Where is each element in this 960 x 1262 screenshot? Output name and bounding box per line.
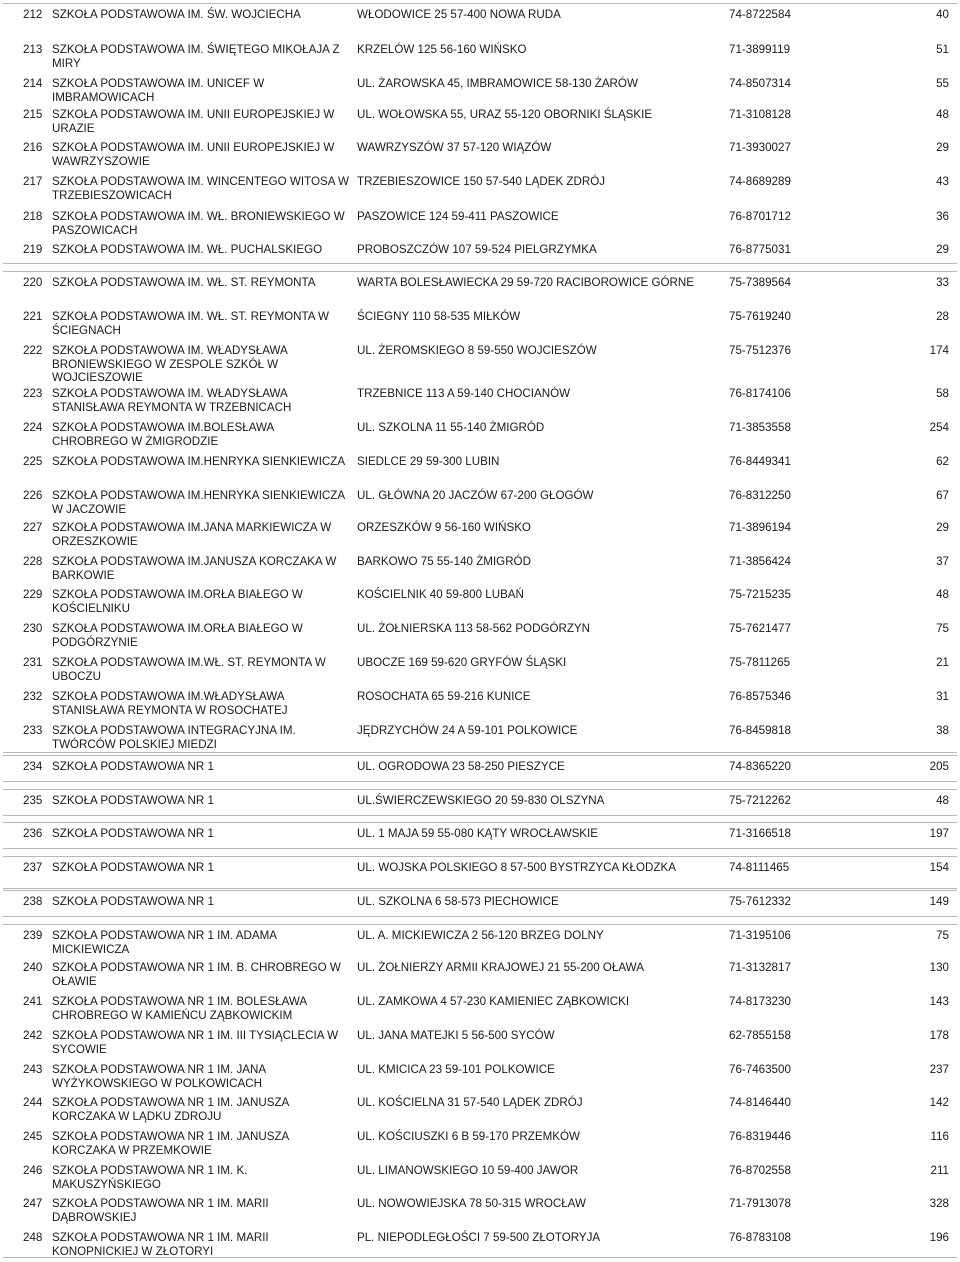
- row-number: 234: [23, 760, 43, 773]
- school-address: WŁODOWICE 25 57-400 NOWA RUDA: [357, 8, 561, 21]
- school-name: SZKOŁA PODSTAWOWA NR 1 IM. K. MAKUSZYŃSKIEGO: [52, 1164, 248, 1191]
- table-row: [3, 3, 957, 31]
- phone-number: 74-8173230: [729, 995, 791, 1008]
- row-number: 238: [23, 895, 43, 908]
- table-row: [3, 618, 957, 652]
- school-name: SZKOŁA PODSTAWOWA IM. WŁADYSŁAWA STANISŁAWA REYMONTA W TRZEBNICACH: [52, 387, 292, 414]
- phone-number: 76-8702558: [729, 1164, 791, 1177]
- phone-number: 76-8312250: [729, 489, 791, 502]
- school-name: SZKOŁA PODSTAWOWA IM.HENRYKA SIENKIEWICZA W JACZOWIE: [52, 489, 345, 516]
- school-name: SZKOŁA PODSTAWOWA NR 1 IM. MARII KONOPNICKIEJ W ZŁOTORYI: [52, 1231, 269, 1258]
- phone-number: 71-3899119: [729, 43, 791, 56]
- school-name: SZKOŁA PODSTAWOWA NR 1 IM. JANUSZA KORCZAKA W LĄDKU ZDROJU: [52, 1096, 289, 1123]
- row-number: 216: [23, 141, 43, 154]
- table-row: [3, 485, 957, 518]
- table-row: [3, 271, 957, 305]
- school-name: SZKOŁA PODSTAWOWA IM. WŁ. ST. REYMONTA W ŚCIEGNACH: [52, 310, 329, 337]
- school-name: SZKOŁA PODSTAWOWA IM. UNICEF W IMBRAMOWICACH: [52, 77, 265, 104]
- school-name: SZKOŁA PODSTAWOWA IM.BOLESŁAWA CHROBREGO W ŻMIGRODZIE: [52, 421, 274, 448]
- table-row: [3, 517, 957, 550]
- school-address: TRZEBNICE 113 A 59-140 CHOCIANÓW: [357, 387, 571, 400]
- row-number: 233: [23, 724, 43, 737]
- phone-number: 74-8689289: [729, 175, 791, 188]
- table-row: [3, 383, 957, 415]
- row-number: 242: [23, 1029, 43, 1042]
- school-name: SZKOŁA PODSTAWOWA NR 1: [52, 760, 214, 773]
- school-name: SZKOŁA PODSTAWOWA IM.HENRYKA SIENKIEWICZA: [52, 455, 346, 468]
- phone-number: 76-8575346: [729, 690, 791, 703]
- school-address: ORZESZKÓW 9 56-160 WIŃSKO: [357, 521, 531, 534]
- school-address: UBOCZE 169 59-620 GRYFÓW ŚLĄSKI: [357, 656, 567, 669]
- phone-number: 74-8722584: [729, 8, 791, 21]
- student-count: 48: [936, 108, 949, 121]
- school-address: WARTA BOLESŁAWIECKA 29 59-720 RACIBOROWICE GÓRNE: [357, 276, 694, 289]
- phone-number: 71-3896194: [729, 521, 791, 534]
- school-address: UL. JANA MATEJKI 5 56-500 SYCÓW: [357, 1029, 555, 1042]
- school-address: UL. ZAMKOWA 4 57-230 KAMIENIEC ZĄBKOWICKI: [357, 995, 630, 1008]
- row-number: 224: [23, 421, 43, 434]
- school-address: UL. ŻAROWSKA 45, IMBRAMOWICE 58-130 ŻARÓW: [357, 77, 638, 90]
- school-name: SZKOŁA PODSTAWOWA IM.WŁ. ST. REYMONTA W UBOCZU: [52, 656, 326, 683]
- row-number: 229: [23, 588, 43, 601]
- row-number: 217: [23, 175, 43, 188]
- row-number: 237: [23, 861, 43, 874]
- row-number: 225: [23, 455, 43, 468]
- phone-number: 74-8111465: [729, 861, 790, 874]
- phone-number: 76-8449341: [729, 455, 791, 468]
- phone-number: 71-3856424: [729, 555, 791, 568]
- phone-number: 71-3195106: [729, 929, 791, 942]
- school-name: SZKOŁA PODSTAWOWA IM. UNII EUROPEJSKIEJ W WAWRZYSZOWIE: [52, 141, 335, 168]
- school-address: UL. SZKOLNA 11 55-140 ŻMIGRÓD: [357, 421, 545, 434]
- student-count: 29: [936, 243, 949, 256]
- school-name: SZKOŁA PODSTAWOWA IM. WINCENTEGO WITOSA W TRZEBIESZOWICACH: [52, 175, 349, 202]
- school-name: SZKOŁA PODSTAWOWA IM. WŁ. BRONIEWSKIEGO W PASZOWICACH: [52, 210, 345, 237]
- row-number: 222: [23, 344, 43, 357]
- table-row: [3, 417, 957, 449]
- student-count: 75: [936, 929, 949, 942]
- school-address: UL. OGRODOWA 23 58-250 PIESZYCE: [357, 760, 565, 773]
- row-number: 241: [23, 995, 43, 1008]
- school-address: UL. WOŁOWSKA 55, URAZ 55-120 OBORNIKI ŚLĄSKIE: [357, 108, 653, 121]
- phone-number: 76-8783108: [729, 1231, 791, 1244]
- school-address: UL. ŻEROMSKIEGO 8 59-550 WOJCIESZÓW: [357, 344, 597, 357]
- student-count: 174: [929, 344, 949, 357]
- table-row: [3, 137, 957, 169]
- table-row: [3, 1193, 957, 1226]
- student-count: 51: [936, 43, 949, 56]
- student-count: 40: [936, 8, 949, 21]
- student-count: 197: [929, 827, 949, 840]
- school-name: SZKOŁA PODSTAWOWA NR 1 IM. JANA WYŻYKOWSKIEGO W POLKOWICACH: [52, 1063, 266, 1090]
- phone-number: 75-7811265: [729, 656, 791, 669]
- phone-number: 75-7389564: [729, 276, 791, 289]
- school-address: UL. KOŚCIELNA 31 57-540 LĄDEK ZDRÓJ: [357, 1096, 583, 1109]
- student-count: 254: [929, 421, 949, 434]
- phone-number: 75-7212262: [729, 794, 791, 807]
- school-address: UL. LIMANOWSKIEGO 10 59-400 JAWOR: [357, 1164, 579, 1177]
- school-name: SZKOŁA PODSTAWOWA IM. WŁADYSŁAWA BRONIEWSKIEGO W ZESPOLE SZKÓŁ W WOJCIESZOWIE: [52, 344, 288, 384]
- table-row: [3, 991, 957, 1024]
- phone-number: 71-7913078: [729, 1197, 791, 1210]
- table-row: [3, 957, 957, 990]
- student-count: 62: [936, 455, 949, 468]
- school-address: TRZEBIESZOWICE 150 57-540 LĄDEK ZDRÓJ: [357, 175, 606, 188]
- student-count: 205: [929, 760, 949, 773]
- school-name: SZKOŁA PODSTAWOWA IM.ORŁA BIAŁEGO W PODGÓRZYNIE: [52, 622, 303, 649]
- phone-number: 75-7619240: [729, 310, 791, 323]
- table-row: [3, 551, 957, 584]
- school-address: UL. A. MICKIEWICZA 2 56-120 BRZEG DOLNY: [357, 929, 604, 942]
- student-count: 21: [936, 656, 949, 669]
- student-count: 142: [929, 1096, 949, 1109]
- school-name: SZKOŁA PODSTAWOWA NR 1 IM. BOLESŁAWA CHROBREGO W KAMIEŃCU ZĄBKOWICKIM: [52, 995, 307, 1022]
- row-number: 231: [23, 656, 43, 669]
- student-count: 67: [936, 489, 949, 502]
- row-number: 240: [23, 961, 43, 974]
- student-count: 58: [936, 387, 949, 400]
- school-address: PL. NIEPODLEGŁOŚCI 7 59-500 ZŁOTORYJA: [357, 1231, 601, 1244]
- school-address: UL. ŻOŁNIERSKA 113 58-562 PODGÓRZYN: [357, 622, 591, 635]
- table-row: [3, 856, 957, 889]
- student-count: 36: [936, 210, 949, 223]
- phone-number: 62-7855158: [729, 1029, 791, 1042]
- school-address: UL. NOWOWIEJSKA 78 50-315 WROCŁAW: [357, 1197, 586, 1210]
- school-address: KRZELÓW 125 56-160 WIŃSKO: [357, 43, 527, 56]
- row-number: 219: [23, 243, 43, 256]
- student-count: 38: [936, 724, 949, 737]
- school-name: SZKOŁA PODSTAWOWA IM.JANA MARKIEWICZA W ORZESZKOWIE: [52, 521, 332, 548]
- student-count: 154: [929, 861, 949, 874]
- row-number: 246: [23, 1164, 43, 1177]
- student-count: 48: [936, 794, 949, 807]
- school-name: SZKOŁA PODSTAWOWA IM.ORŁA BIAŁEGO W KOŚCIELNIKU: [52, 588, 303, 615]
- school-address: WAWRZYSZÓW 37 57-120 WIĄZÓW: [357, 141, 552, 154]
- school-address: UL. WOJSKA POLSKIEGO 8 57-500 BYSTRZYCA KŁODZKA: [357, 861, 676, 874]
- table-row: [3, 306, 957, 338]
- phone-number: 76-8459818: [729, 724, 791, 737]
- table-row: [3, 1126, 957, 1159]
- row-number: 221: [23, 310, 43, 323]
- school-name: SZKOŁA PODSTAWOWA NR 1 IM. JANUSZA KORCZAKA W PRZEMKOWIE: [52, 1130, 289, 1157]
- phone-number: 76-8775031: [729, 243, 791, 256]
- table-row: [3, 451, 957, 483]
- school-address: ROSOCHATA 65 59-216 KUNICE: [357, 690, 531, 703]
- school-address: UL.ŚWIERCZEWSKIEGO 20 59-830 OLSZYNA: [357, 794, 605, 807]
- school-address: SIEDLCE 29 59-300 LUBIN: [357, 455, 500, 468]
- school-name: SZKOŁA PODSTAWOWA NR 1: [52, 895, 214, 908]
- school-name: SZKOŁA PODSTAWOWA IM. ŚW. WOJCIECHA: [52, 8, 301, 21]
- school-name: SZKOŁA PODSTAWOWA IM. WŁ. ST. REYMONTA: [52, 276, 316, 289]
- student-count: 237: [929, 1063, 949, 1076]
- table-row: [3, 584, 957, 618]
- row-number: 223: [23, 387, 43, 400]
- student-count: 29: [936, 141, 949, 154]
- school-name: SZKOŁA PODSTAWOWA IM.WŁADYSŁAWA STANISŁAWA REYMONTA W ROSOCHATEJ: [52, 690, 288, 717]
- row-number: 235: [23, 794, 43, 807]
- row-number: 230: [23, 622, 43, 635]
- row-number: 239: [23, 929, 43, 942]
- table-row: [3, 890, 957, 917]
- row-number: 226: [23, 489, 43, 502]
- table-row: [3, 755, 957, 782]
- phone-number: 75-7621477: [729, 622, 791, 635]
- table-row: [3, 822, 957, 849]
- table-row: [3, 104, 957, 136]
- table-row: [3, 39, 957, 72]
- student-count: 328: [929, 1197, 949, 1210]
- student-count: 33: [936, 276, 949, 289]
- row-number: 214: [23, 77, 43, 90]
- school-name: SZKOŁA PODSTAWOWA IM. ŚWIĘTEGO MIKOŁAJA Z MIRY: [52, 43, 340, 70]
- phone-number: 71-3108128: [729, 108, 791, 121]
- table-row: [3, 171, 957, 204]
- row-number: 232: [23, 690, 43, 703]
- table-row: [3, 924, 957, 956]
- phone-number: 76-8174106: [729, 387, 791, 400]
- student-count: 43: [936, 175, 949, 188]
- school-name: SZKOŁA PODSTAWOWA INTEGRACYJNA IM. TWÓRCÓW POLSKIEJ MIEDZI: [52, 724, 296, 751]
- phone-number: 75-7215235: [729, 588, 791, 601]
- student-count: 55: [936, 77, 949, 90]
- school-address: BARKOWO 75 55-140 ŻMIGRÓD: [357, 555, 531, 568]
- row-number: 213: [23, 43, 43, 56]
- student-count: 178: [929, 1029, 949, 1042]
- table-row: [3, 686, 957, 719]
- school-name: SZKOŁA PODSTAWOWA IM.JANUSZA KORCZAKA W BARKOWIE: [52, 555, 337, 582]
- table-row: [3, 1160, 957, 1193]
- phone-number: 74-8507314: [729, 77, 791, 90]
- phone-number: 71-3166518: [729, 827, 791, 840]
- phone-number: 71-3930027: [729, 141, 791, 154]
- row-number: 218: [23, 210, 43, 223]
- phone-number: 74-8146440: [729, 1096, 791, 1109]
- table-row: [3, 1025, 957, 1058]
- student-count: 75: [936, 622, 949, 635]
- row-number: 244: [23, 1096, 43, 1109]
- student-count: 29: [936, 521, 949, 534]
- student-count: 196: [929, 1231, 949, 1244]
- phone-number: 76-8319446: [729, 1130, 791, 1143]
- phone-number: 71-3853558: [729, 421, 791, 434]
- row-number: 228: [23, 555, 43, 568]
- school-address: UL. KMICICA 23 59-101 POLKOWICE: [357, 1063, 555, 1076]
- school-address: UL. GŁÓWNA 20 JACZÓW 67-200 GŁOGÓW: [357, 489, 594, 502]
- table-row: [3, 239, 957, 264]
- phone-number: 71-3132817: [729, 961, 791, 974]
- school-name: SZKOŁA PODSTAWOWA NR 1: [52, 827, 214, 840]
- school-name: SZKOŁA PODSTAWOWA IM. UNII EUROPEJSKIEJ W URAZIE: [52, 108, 335, 135]
- school-name: SZKOŁA PODSTAWOWA NR 1 IM. MARII DĄBROWSKIEJ: [52, 1197, 269, 1224]
- row-number: 236: [23, 827, 43, 840]
- school-address: UL. 1 MAJA 59 55-080 KĄTY WROCŁAWSKIE: [357, 827, 598, 840]
- student-count: 31: [936, 690, 949, 703]
- student-count: 48: [936, 588, 949, 601]
- table-row: [3, 340, 957, 384]
- row-number: 248: [23, 1231, 43, 1244]
- table-row: [3, 1227, 957, 1258]
- student-count: 37: [936, 555, 949, 568]
- school-address: ŚCIEGNY 110 58-535 MIŁKÓW: [357, 310, 521, 323]
- school-name: SZKOŁA PODSTAWOWA NR 1: [52, 861, 214, 874]
- school-name: SZKOŁA PODSTAWOWA NR 1 IM. III TYSIĄCLECIA W SYCOWIE: [52, 1029, 339, 1056]
- school-address: UL. KOŚCIUSZKI 6 B 59-170 PRZEMKÓW: [357, 1130, 580, 1143]
- school-name: SZKOŁA PODSTAWOWA IM. WŁ. PUCHALSKIEGO: [52, 243, 323, 256]
- school-address: PROBOSZCZÓW 107 59-524 PIELGRZYMKA: [357, 243, 597, 256]
- row-number: 215: [23, 108, 43, 121]
- phone-number: 76-7463500: [729, 1063, 791, 1076]
- student-count: 28: [936, 310, 949, 323]
- school-address: KOŚCIELNIK 40 59-800 LUBAŃ: [357, 588, 524, 601]
- table-row: [3, 1059, 957, 1092]
- table-row: [3, 1092, 957, 1125]
- row-number: 227: [23, 521, 43, 534]
- school-address: UL. ŻOŁNIERZY ARMII KRAJOWEJ 21 55-200 OŁAWA: [357, 961, 644, 974]
- table-row: [3, 73, 957, 103]
- phone-number: 76-8701712: [729, 210, 791, 223]
- school-address: PASZOWICE 124 59-411 PASZOWICE: [357, 210, 559, 223]
- school-address: UL. SZKOLNA 6 58-573 PIECHOWICE: [357, 895, 559, 908]
- school-address: JĘDRZYCHÓW 24 A 59-101 POLKOWICE: [357, 724, 578, 737]
- row-number: 212: [23, 8, 43, 21]
- table-row: [3, 652, 957, 685]
- row-number: 247: [23, 1197, 43, 1210]
- phone-number: 75-7512376: [729, 344, 791, 357]
- row-number: 243: [23, 1063, 43, 1076]
- student-count: 149: [929, 895, 949, 908]
- student-count: 211: [930, 1164, 949, 1177]
- school-name: SZKOŁA PODSTAWOWA NR 1 IM. ADAMA MICKIEWICZA: [52, 929, 277, 956]
- school-name: SZKOŁA PODSTAWOWA NR 1: [52, 794, 214, 807]
- row-number: 245: [23, 1130, 43, 1143]
- phone-number: 75-7612332: [729, 895, 791, 908]
- school-name: SZKOŁA PODSTAWOWA NR 1 IM. B. CHROBREGO W OŁAWIE: [52, 961, 341, 988]
- table-row: [3, 206, 957, 238]
- row-number: 220: [23, 276, 43, 289]
- phone-number: 74-8365220: [729, 760, 791, 773]
- table-row: [3, 789, 957, 816]
- table-row: [3, 720, 957, 753]
- student-count: 143: [929, 995, 949, 1008]
- student-count: 130: [929, 961, 949, 974]
- student-count: 116: [930, 1130, 949, 1143]
